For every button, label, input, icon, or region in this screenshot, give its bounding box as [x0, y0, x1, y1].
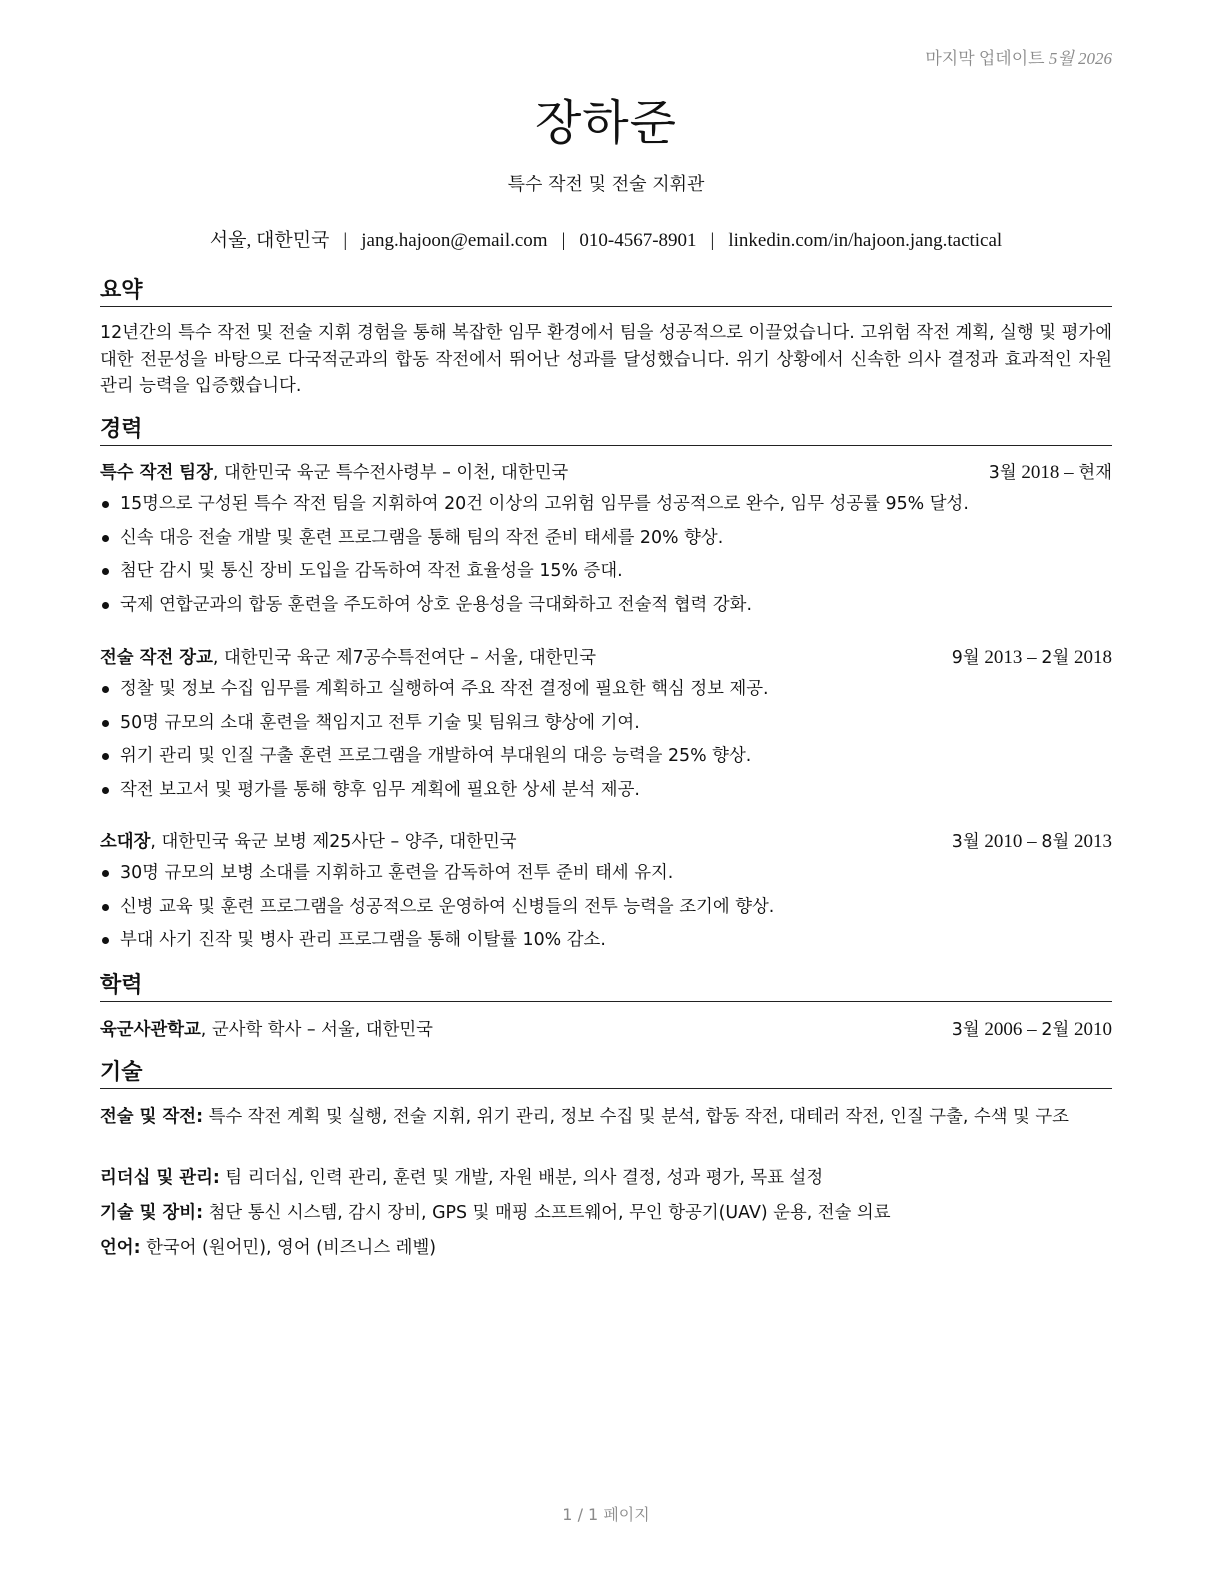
contact-separator: | [343, 230, 348, 251]
contact-separator: | [710, 230, 715, 251]
last-updated-year: 2026 [1078, 49, 1112, 68]
job-end-year: 2013 [1074, 831, 1112, 852]
education-dates [952, 1017, 1112, 1043]
skill-line [100, 1200, 1112, 1226]
education-start-year: 2006 [984, 1019, 1023, 1040]
job-header [100, 829, 1112, 855]
job-start-year: 2018 [1021, 462, 1060, 483]
job-start-year: 2013 [984, 647, 1023, 668]
bullet-text: 15명으로 구성된 특수 작전 팀을 지휘하여 20건 이상의 고위험 임무를 성공적으로 완수, 임무 성공률 95% 달성. [120, 494, 969, 514]
job-end-month: 8월 [1041, 832, 1070, 852]
bullet-text: 위기 관리 및 인질 구출 훈련 프로그램을 개발하여 부대원의 대응 능력을 25% 향상. [120, 746, 752, 767]
job-start-year: 2010 [984, 831, 1023, 852]
bullet-text: 50명 규모의 소대 훈련을 책임지고 전투 기술 및 팀워크 향상에 기여. [120, 712, 640, 733]
skill-label: 기술 및 장비: [100, 1203, 204, 1223]
job-role: 소대장 [100, 832, 151, 852]
job-dates [989, 460, 1112, 486]
job-organization: , 대한민국 육군 특수전사령부 – 이천, 대한민국 [212, 463, 569, 483]
job-dates [952, 829, 1112, 855]
bullet-dot-icon [102, 787, 109, 794]
bullet-text: 30명 규모의 보병 소대를 지휘하고 훈련을 감독하여 전투 준비 태세 유지. [120, 863, 674, 883]
list-item [100, 927, 1112, 961]
date-dash: – [1027, 647, 1037, 668]
list-item [100, 676, 1112, 710]
date-dash: – [1064, 462, 1074, 483]
list-item [100, 743, 1112, 777]
list-item [100, 860, 1112, 894]
job-organization: , 대한민국 육군 제7공수특전여단 – 서울, 대한민국 [212, 648, 597, 668]
job-bullets [100, 860, 1112, 961]
bullet-text: 첨단 감시 및 통신 장비 도입을 감독하여 작전 효율성을 15% 증대. [120, 561, 623, 582]
candidate-name: 장하준 [534, 95, 678, 151]
bullet-text: 신속 대응 전술 개발 및 훈련 프로그램을 통해 팀의 작전 준비 태세를 20% 향상. [120, 527, 724, 548]
contact-line [100, 225, 1112, 252]
skill-label: 리더십 및 관리: [100, 1168, 220, 1188]
page-current: 1 [562, 1505, 573, 1524]
education-start-month: 3월 [951, 1020, 980, 1040]
job-end-year: 2018 [1074, 647, 1112, 668]
skill-value: 팀 리더십, 인력 관리, 훈련 및 개발, 자원 배분, 의사 결정, 성과 평가, 목표 설정 [219, 1168, 824, 1188]
section-title-summary: 요약 [100, 277, 1112, 307]
bullet-dot-icon [102, 720, 109, 727]
job-start-month: 3월 [988, 463, 1017, 483]
date-dash: – [1027, 1019, 1037, 1040]
contact-email[interactable]: jang.hajoon@email.com [361, 230, 548, 251]
skill-line [100, 1235, 1112, 1261]
skill-value: 첨단 통신 시스템, 감시 장비, GPS 및 매핑 소프트웨어, 무인 항공기(UAV) 운용, 전술 의료 [203, 1203, 891, 1223]
summary-text: 12년간의 특수 작전 및 전술 지휘 경험을 통해 복잡한 임무 환경에서 팀을 성공적으로 이끌었습니다. 고위험 작전 계획, 실행 및 평가에 대한 전문성을 바탕으로 다국적군과의 합동 작전에서 뛰어난 성과를 달성했습니다. 위기 상황에서 신속한 의사 결정과 효과적인 자원 관리 능력을 입증했습니다. [100, 323, 1112, 396]
bullet-text: 국제 연합군과의 합동 훈련을 주도하여 상호 운용성을 극대화하고 전술적 협력 강화. [120, 594, 752, 615]
skill-label: 언어: [100, 1238, 141, 1258]
section-title-experience: 경력 [100, 416, 1112, 446]
job-header [100, 460, 1112, 486]
list-item [100, 777, 1112, 811]
skill-line [100, 1165, 1112, 1191]
job-bullets [100, 676, 1112, 810]
bullet-dot-icon [102, 535, 109, 542]
bullet-dot-icon [102, 501, 109, 508]
contact-separator: | [561, 230, 566, 251]
job-end-text: 현재 [1078, 463, 1112, 483]
last-updated-month: 5월 [1048, 49, 1074, 68]
job-bullets [100, 491, 1112, 625]
section-title-education: 학력 [100, 972, 1112, 1002]
job-organization: , 대한민국 육군 보병 제25사단 – 양주, 대한민국 [150, 832, 517, 852]
bullet-dot-icon [102, 568, 109, 575]
last-updated [925, 44, 1112, 69]
job-header [100, 645, 1112, 671]
bullet-dot-icon [102, 937, 109, 944]
date-dash: – [1027, 831, 1037, 852]
education-entry [100, 1017, 1112, 1043]
page-number [100, 1502, 1112, 1525]
job-start-month: 3월 [951, 832, 980, 852]
education-detail: , 군사학 학사 – 서울, 대한민국 [200, 1020, 433, 1040]
education-end-month: 2월 [1041, 1020, 1070, 1040]
list-item [100, 525, 1112, 559]
bullet-dot-icon [102, 904, 109, 911]
skill-value: 한국어 (원어민), 영어 (비즈니스 레벨) [140, 1238, 437, 1258]
bullet-dot-icon [102, 602, 109, 609]
page-label: 페이지 [598, 1505, 650, 1524]
section-title-skills: 기술 [100, 1059, 1112, 1089]
bullet-text: 작전 보고서 및 평가를 통해 향후 임무 계획에 필요한 상세 분석 제공. [120, 779, 640, 800]
skill-line [100, 1104, 1112, 1130]
job-role: 전술 작전 장교 [100, 648, 213, 668]
list-item [100, 894, 1112, 928]
education-school: 육군사관학교 [100, 1020, 201, 1040]
skill-value: 특수 작전 계획 및 실행, 전술 지휘, 위기 관리, 정보 수집 및 분석, 합동 작전, 대테러 작전, 인질 구출, 수색 및 구조 [203, 1107, 1069, 1127]
list-item [100, 491, 1112, 525]
bullet-text: 정찰 및 정보 수집 임무를 계획하고 실행하여 주요 작전 결정에 필요한 핵심 정보 제공. [120, 679, 769, 699]
resume-page [100, 0, 1112, 1584]
last-updated-label: 마지막 업데이트 [925, 49, 1045, 68]
list-item [100, 592, 1112, 626]
bullet-dot-icon [102, 870, 109, 877]
page-total: 1 [588, 1505, 599, 1524]
job-end-month: 2월 [1041, 648, 1070, 668]
job-start-month: 9월 [951, 648, 980, 668]
page-separator: / [572, 1505, 589, 1524]
education-end-year: 2010 [1074, 1019, 1112, 1040]
list-item [100, 558, 1112, 592]
bullet-text: 부대 사기 진작 및 병사 관리 프로그램을 통해 이탈률 10% 감소. [120, 930, 606, 951]
contact-phone: 010-4567-8901 [579, 230, 697, 251]
skill-label: 전술 및 작전: [100, 1107, 204, 1127]
candidate-title: 특수 작전 및 전술 지휘관 [507, 174, 705, 195]
bullet-dot-icon [102, 753, 109, 760]
list-item [100, 710, 1112, 744]
bullet-text: 신병 교육 및 훈련 프로그램을 성공적으로 운영하여 신병들의 전투 능력을 조기에 향상. [120, 896, 775, 917]
contact-location: 서울, 대한민국 [209, 230, 330, 251]
bullet-dot-icon [102, 686, 109, 693]
job-role: 특수 작전 팀장 [100, 463, 213, 483]
contact-linkedin[interactable]: linkedin.com/in/hajoon.jang.tactical [728, 230, 1003, 251]
job-dates [952, 645, 1112, 671]
